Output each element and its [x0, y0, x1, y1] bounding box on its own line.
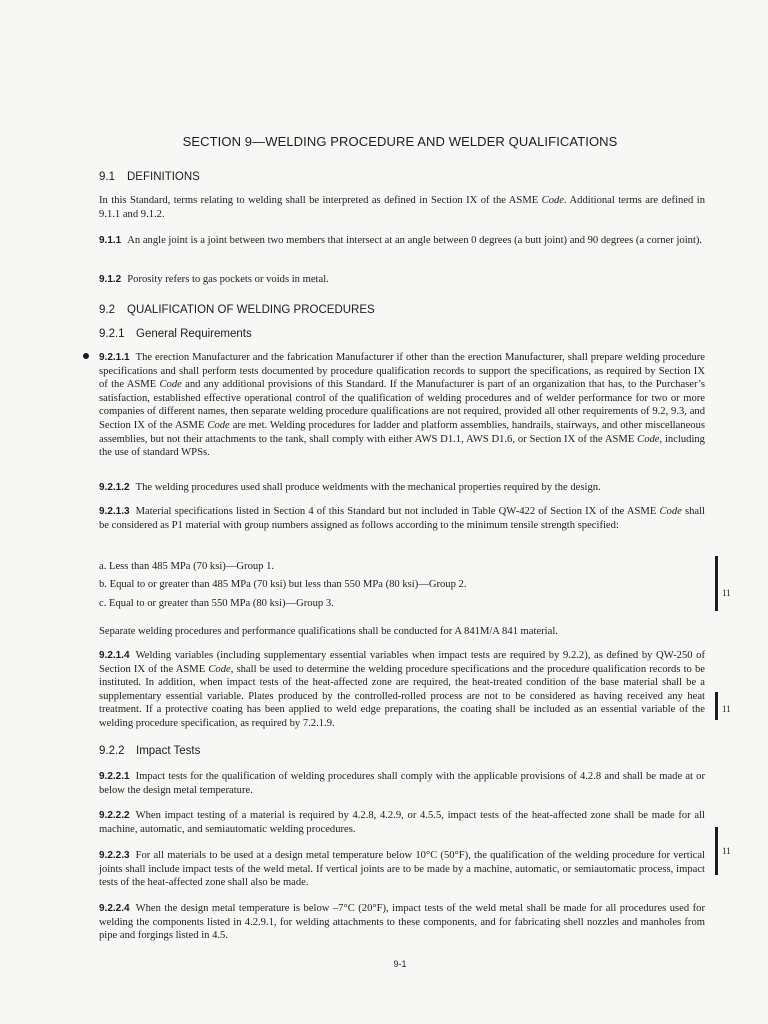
- code-term: Code: [541, 195, 565, 206]
- paragraph-9-2-1-1: [99, 351, 705, 460]
- list-item: a. Less than 485 MPa (70 ksi)—Group 1.: [99, 561, 275, 572]
- paragraph-number: 9.2.1.1: [99, 352, 130, 363]
- paragraph-9-1-2: [99, 273, 705, 287]
- revision-number: 11: [722, 588, 731, 598]
- heading-9-2-1: [99, 328, 252, 340]
- revision-number: 11: [722, 704, 731, 714]
- paragraph-text: The welding procedures used shall produce weldments with the mechanical properties required by the design.: [135, 482, 601, 493]
- paragraph-9-2-2-1: [99, 770, 705, 797]
- paragraph-text: shall be considered as P1 material with group numbers assigned as follows according to the minimum tensile strength specified:: [99, 506, 705, 531]
- code-term: Code: [659, 506, 682, 517]
- paragraph-9-2-2-4: [99, 902, 705, 943]
- paragraph-text: For all materials to be used at a design metal temperature below 10°C (50°F), the qualification of the welding procedure for vertical joints shall include impact tests of the weld metal. If vertical joints are to be made by a machine, automatic, or semiautomatic process, impact tests of the heat-affected zone shall also be made.: [99, 850, 705, 889]
- paragraph-9-2-2-2: [99, 809, 705, 836]
- paragraph-number: 9.1.2: [99, 274, 122, 285]
- paragraph-text: and any additional provisions of this Standard. If the Manufacturer is part of an organization that has, to the Purchaser’s satisfaction, established effective operational control of the qualification of welding procedures and of welder performance for two or more companies of different names, then separate welding procedure qualifications are not required, provided all other requirements of 9.2, 9.3, and Section IX of the ASME: [99, 379, 705, 431]
- paragraph-text: Impact tests for the qualification of welding procedures shall comply with the applicable provisions of 4.2.8 and shall be made at or below the design metal temperature.: [99, 771, 705, 796]
- list-item: b. Equal to or greater than 485 MPa (70 ksi) but less than 550 MPa (80 ksi)—Group 2.: [99, 579, 467, 590]
- paragraph-text: An angle joint is a joint between two members that intersect at an angle between 0 degrees (a butt joint) and 90 degrees (a corner joint).: [127, 235, 703, 246]
- paragraph-text: In this Standard, terms relating to welding shall be interpreted as defined in Section IX of the ASME: [99, 195, 542, 206]
- revision-bar: [715, 692, 718, 720]
- code-term: Code: [637, 433, 660, 445]
- paragraph-text: , including the use of standard WPSs.: [99, 433, 705, 459]
- revision-bar: [715, 827, 718, 875]
- code-term: Code: [207, 419, 230, 431]
- revision-bar: [715, 556, 718, 611]
- paragraph-text: When impact testing of a material is required by 4.2.8, 4.2.9, or 4.5.5, impact tests of the heat-affected zone shall be made for all machine, automatic, and semiautomatic welding procedures.: [99, 810, 705, 835]
- paragraph-text: . Additional terms are defined in 9.1.1 and 9.1.2.: [99, 195, 705, 220]
- list-item: c. Equal to or greater than 550 MPa (80 ksi)—Group 3.: [99, 598, 334, 609]
- paragraph-number: 9.2.1.3: [99, 506, 130, 517]
- heading-text: QUALIFICATION OF WELDING PROCEDURES: [127, 304, 375, 316]
- heading-9-2-2: [99, 745, 200, 757]
- paragraph-number: 9.2.2.1: [99, 771, 130, 782]
- revision-number: 11: [722, 846, 731, 856]
- heading-text: General Requirements: [136, 328, 252, 340]
- heading-text: Impact Tests: [136, 745, 201, 757]
- page-number: 9-1: [393, 959, 407, 969]
- heading-text: DEFINITIONS: [127, 171, 200, 183]
- paragraph-text: The erection Manufacturer and the fabrication Manufacturer if other than the erection Manufacturer, shall prepare welding procedure specifications and shall perform tests documented by procedure qualification records to support the specifications, as required by Section IX of the ASME: [99, 352, 705, 391]
- paragraph-text: When the design metal temperature is below –7°C (20°F), impact tests of the weld metal shall be made for all procedures used for welding the components listed in 4.2.9.1, for welding attachments to these components, and for fabricating shell nozzles and manholes from pipe and forgings listed in 4.5.: [99, 903, 705, 942]
- paragraph-text: Porosity refers to gas pockets or voids in metal.: [127, 274, 329, 285]
- heading-number: 9.2.2: [99, 745, 125, 757]
- section-title: SECTION 9—WELDING PROCEDURE AND WELDER QUALIFICATIONS: [182, 134, 618, 149]
- heading-number: 9.2.1: [99, 328, 125, 340]
- paragraph-text: Material specifications listed in Section 4 of this Standard but not included in Table QW-422 of Section IX of the ASME: [135, 506, 660, 517]
- paragraph-9-1-1: [99, 234, 705, 248]
- paragraph-number: 9.2.2.4: [99, 903, 130, 914]
- paragraph-separate: Separate welding procedures and performance qualifications shall be conducted for A 841M/A 841 material.: [99, 626, 558, 637]
- code-term: Code: [208, 663, 231, 675]
- heading-9-1: [99, 171, 200, 183]
- paragraph-number: 9.2.1.4: [99, 650, 130, 661]
- heading-9-2: [99, 304, 375, 316]
- paragraph-number: 9.2.1.2: [99, 482, 130, 493]
- code-term: Code: [159, 379, 182, 391]
- revision-bullet-icon: [83, 353, 89, 359]
- heading-number: 9.1: [99, 171, 115, 183]
- paragraph-number: 9.1.1: [99, 235, 122, 246]
- paragraph-text: Welding variables (including supplementary essential variables when impact tests are required by 9.2.2), as defined by QW-250 of Section IX of the ASME: [99, 650, 705, 675]
- paragraph-9-2-1-2: [99, 481, 705, 495]
- paragraph-text: , shall be used to determine the welding procedure specifications and the procedure qualification records to be instituted. In addition, when impact tests of the heat-affected zone are required, the heat-treated condition of the base material shall be a supplementary essential variable. Plates produced by the controlled-rolled process are not to be considered as having received any heat treatment. If a protective coating has been applied to weld edge preparations, the coating shall be included as an essential variable of the welding procedure specification, as required by 7.2.1.9.: [99, 663, 705, 729]
- paragraph-9-2-1-3: [99, 505, 705, 532]
- paragraph-text: are met. Welding procedures for ladder and platform assemblies, handrails, stairways, and other miscellaneous assemblies, but not their attachments to the tank, shall comply with either AWS D1.1, AWS D1.6, or Section IX of the ASME: [99, 419, 705, 445]
- paragraph-9-2-1-4: [99, 649, 705, 731]
- paragraph-number: 9.2.2.3: [99, 850, 130, 861]
- heading-number: 9.2: [99, 304, 115, 316]
- paragraph-number: 9.2.2.2: [99, 810, 130, 821]
- paragraph-9-2-2-3: [99, 849, 705, 890]
- paragraph-intro: [99, 194, 705, 221]
